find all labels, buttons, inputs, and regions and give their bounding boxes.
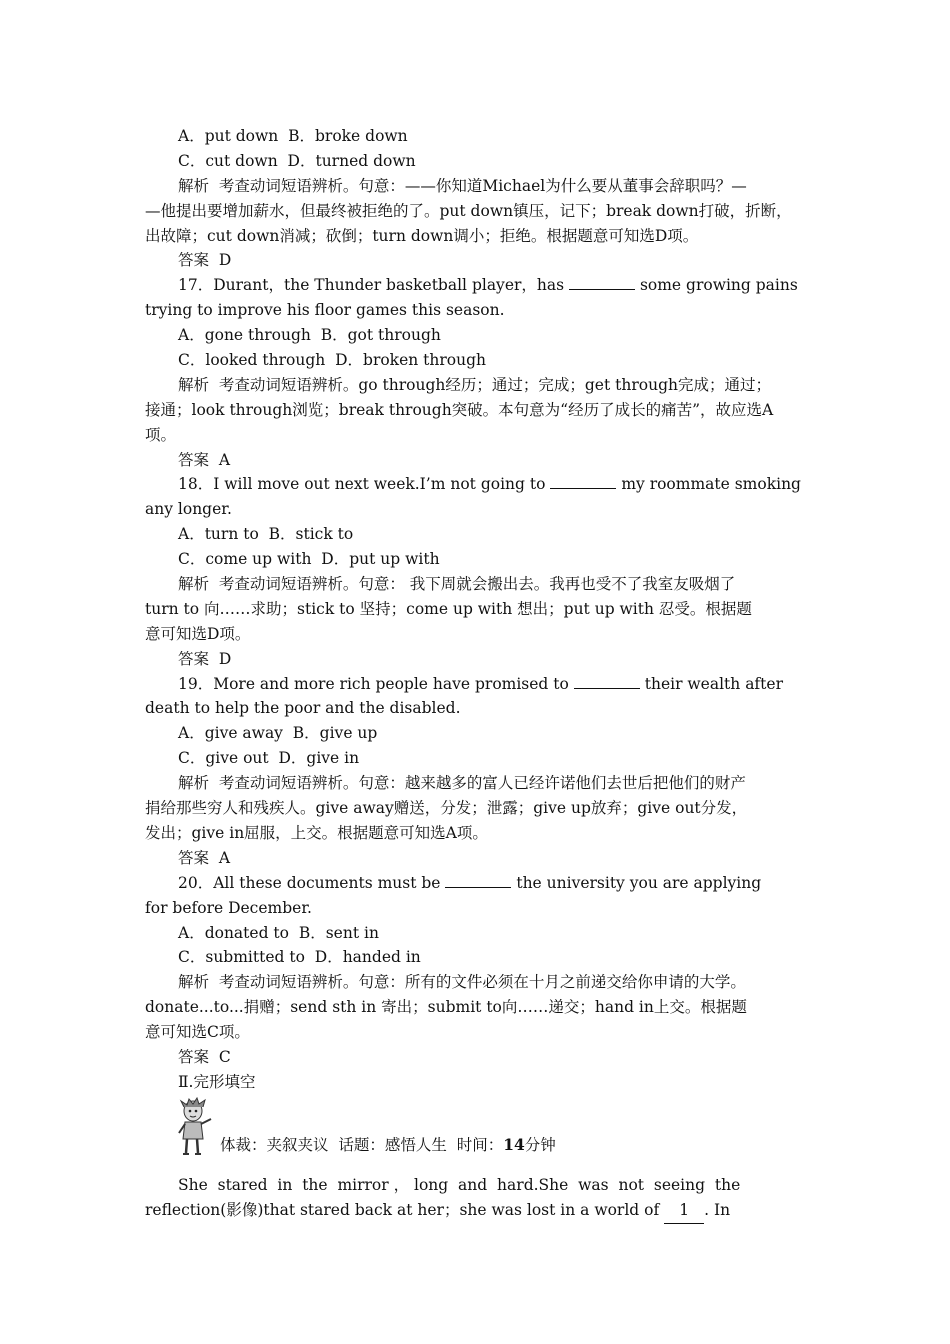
- q20-options-cd: C．submitted to D．handed in: [178, 948, 421, 967]
- answer-blank: [574, 674, 640, 689]
- q18-analysis-line1: 解析 考查动词短语辨析。句意： 我下周就会搬出去。我再也受不了我室友吸烟了: [178, 575, 736, 594]
- q17-stem-line2: trying to improve his floor games this season.: [145, 301, 505, 320]
- q17-answer: 答案 A: [178, 450, 231, 469]
- q18-analysis-line3: 意可知选D项。: [145, 624, 251, 643]
- q16-options-cd: C．cut down D．turned down: [178, 151, 416, 170]
- q19-analysis-line3: 发出；give in屈服，上交。根据题意可知选A项。: [145, 823, 488, 842]
- q17-options-cd: C．looked through D．broken through: [178, 351, 486, 370]
- time-value: 14: [503, 1134, 525, 1154]
- document-page: [145, 124, 810, 1223]
- q20-analysis-line1: 解析 考查动词短语辨析。句意：所有的文件必须在十月之前递交给你申请的大学。: [178, 973, 746, 992]
- q18-stem-line2: any longer.: [145, 500, 232, 519]
- q19-answer: 答案 A: [178, 848, 231, 867]
- q17-analysis-line3: 项。: [145, 425, 177, 444]
- q19-stem-line1: 19．More and more rich people have promised to their wealth after: [178, 674, 783, 693]
- q18-analysis-line2: turn to 向……求助；stick to 坚持；come up with 想出；put up with 忍受。根据题: [145, 599, 752, 618]
- q18-answer: 答案 D: [178, 649, 232, 668]
- cartoon-teacher-icon: [175, 1097, 215, 1157]
- cloze-blank-1: 1: [664, 1198, 704, 1224]
- answer-blank: [445, 873, 511, 888]
- q20-analysis-line2: donate...to...捐赠；send sth in 寄出；submit to向……递交；hand in上交。根据题: [145, 998, 747, 1017]
- q19-options-cd: C．give out D．give in: [178, 749, 360, 768]
- q19-analysis-line2: 捐给那些穷人和残疾人。give away赠送，分发；泄露；give up放弃；give out分发，: [145, 799, 748, 818]
- passage-line1: She stared in the mirror ， long and hard.She was not seeing the: [178, 1175, 741, 1194]
- q20-analysis-line3: 意可知选C项。: [145, 1023, 250, 1042]
- answer-blank: [550, 474, 616, 489]
- section-title: Ⅱ.完形填空: [178, 1072, 256, 1091]
- q18-options-ab: A．turn to B．stick to: [178, 525, 354, 544]
- q17-stem-line1: 17．Durant，the Thunder basketball player，has some growing pains: [178, 276, 798, 295]
- q19-analysis-line1: 解析 考查动词短语辨析。句意：越来越多的富人已经许诺他们去世后把他们的财产: [178, 774, 746, 793]
- q19-stem-line2: death to help the poor and the disabled.: [145, 699, 461, 718]
- q18-options-cd: C．come up with D．put up with: [178, 550, 440, 569]
- q20-stem-line2: for before December.: [145, 898, 312, 917]
- q16-analysis-line2: —他提出要增加薪水，但最终被拒绝的了。put down镇压，记下；break down打破，折断，: [145, 201, 792, 220]
- passage-line2: reflection(影像)that stared back at her；she was lost in a world of 1 . In: [145, 1198, 810, 1223]
- section-info-text: 体裁：夹叙夹议 话题：感悟人生 时间：14分钟: [220, 1134, 556, 1154]
- q17-analysis-line2: 接通；look through浏览；break through突破。本句意为“经历了成长的痛苦”，故应选A: [145, 400, 774, 419]
- q16-analysis-line3: 出故障；cut down消减；砍倒；turn down调小；拒绝。根据题意可知选D项。: [145, 226, 699, 245]
- q17-analysis-line1: 解析 考查动词短语辨析。go through经历；通过；完成；get through完成；通过；: [178, 375, 771, 394]
- q16-analysis-line1: 解析 考查动词短语辨析。句意：——你知道Michael为什么要从董事会辞职吗？—: [178, 176, 747, 195]
- q17-options-ab: A．gone through B．got through: [178, 326, 441, 345]
- answer-blank: [569, 275, 635, 290]
- section-info: [145, 1097, 810, 1161]
- q19-options-ab: A．give away B．give up: [178, 724, 378, 743]
- q16-answer: 答案 D: [178, 251, 232, 270]
- q20-stem-line1: 20．All these documents must be the university you are applying: [178, 873, 762, 892]
- q20-options-ab: A．donated to B．sent in: [178, 923, 379, 942]
- q20-answer: 答案 C: [178, 1047, 231, 1066]
- q16-options-ab: A．put down B．broke down: [178, 127, 408, 145]
- q18-stem-line1: 18．I will move out next week.I’m not going to my roommate smoking: [178, 475, 801, 494]
